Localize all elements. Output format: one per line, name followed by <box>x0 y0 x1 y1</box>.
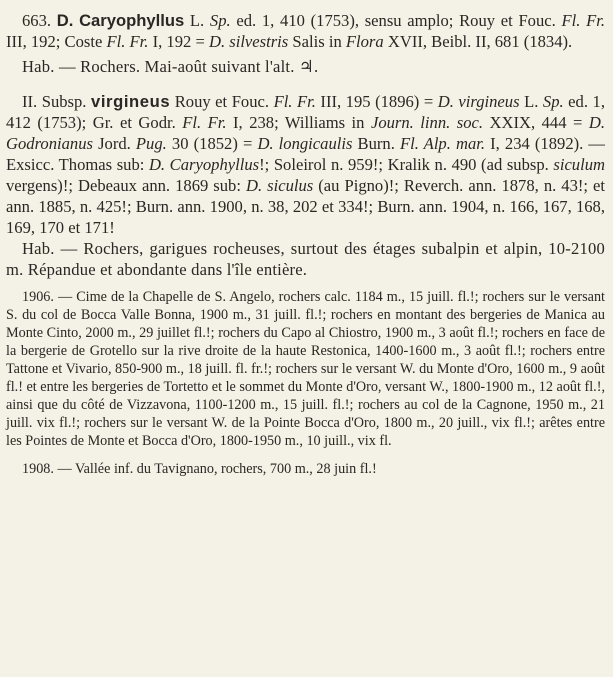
species-name: Caryophyllus <box>79 11 185 30</box>
records-1908: 1908. — Vallée inf. du Tavignano, rochers, 700 m., 28 juin fl.! <box>22 461 377 477</box>
entry-663-habitat: Hab. — Rochers. Mai-août suivant l'alt. ♃. <box>22 57 319 76</box>
genus-abbrev: D. <box>56 11 74 30</box>
records-1906: 1906. — Cime de la Chapelle de S. Angelo, rochers calc. 1184 m., 15 juill. fl.!; rochers sur le versant S. du col de Bocca Valle Bonna, 1900 m., 31 juill. fl.!; rochers en montant des bergeries de Manica au Monte Cinto, 2000 m., 29 juillet fl.!; rochers du Capo al Chiostro, 1900 m., 3 août fl.!; rochers en face de la bergerie de Grotello sur la rive droite de la haute Restonica, 1400-1600 m., 3 août fl.!; rochers entre Tattone et Vivario, 850-900 m., 18 juill. fl. fr.!; rochers sur le versant W. du Monte d'Oro, 1600 m., 9 août fl.! et entre les bergeries de Tortetto et le sommet du Monte d'Oro, versant W., 1800-1900 m., 12 août fl.!, ainsi que du côté de Vizzavona, 1100-1200 m., 15 juill. fl.!; rochers au col de la Cagnone, 1950 m., 21 juill. vix fl.!; rochers sur le versant W. de la Pointe Bocca d'Oro, 1800 m., 20 juill., vix fl.!; arêtes entre les Pointes de Monte et Bocca d'Oro, 1800-1950 m., 10 juill., vix fl. <box>6 289 605 449</box>
subspecies-habitat: Hab. — Rochers, garigues rocheuses, surtout des étages subalpin et alpin, 10-2100 m. Répandue et abondante dans l'île entière. <box>6 239 605 279</box>
subspecies-name: virgineus <box>90 92 171 111</box>
subspecies-virgineus: II. Subsp. virgineus Rouy et Fouc. Fl. Fr. III, 195 (1896) = D. virgineus L. Sp. ed. 1, 412 (1753); Gr. et Godr. Fl. Fr. I, 238; Williams in Journ. linn. soc. XXIX, 444 = D. Godronianus Jord. Pug. 30 (1852) = D. longicaulis Burn. Fl. Alp. mar. I, 234 (1892). — Exsicc. Thomas sub: D. Caryophyllus!; Soleirol n. 959!; Kralik n. 490 (ad subsp. siculum vergens)!; Debeaux ann. 1869 sub: D. siculus (au Pigno)!; Reverch. ann. 1878, n. 43!; et ann. 1885, n. 425!; Burn. ann. 1900, n. 38, 202 et 334!; Burn. ann. 1904, n. 166, 167, 168, 169, 170 et 171! <box>6 92 606 237</box>
entry-number: 663. <box>22 11 52 30</box>
entry-663: 663. D. Caryophyllus L. Sp. ed. 1, 410 (1753), sensu amplo; Rouy et Fouc. Fl. Fr. III, 192; Coste Fl. Fr. I, 192 = D. silvestris Salis in Flora XVII, Beibl. II, 681 (1834). <box>6 11 606 51</box>
